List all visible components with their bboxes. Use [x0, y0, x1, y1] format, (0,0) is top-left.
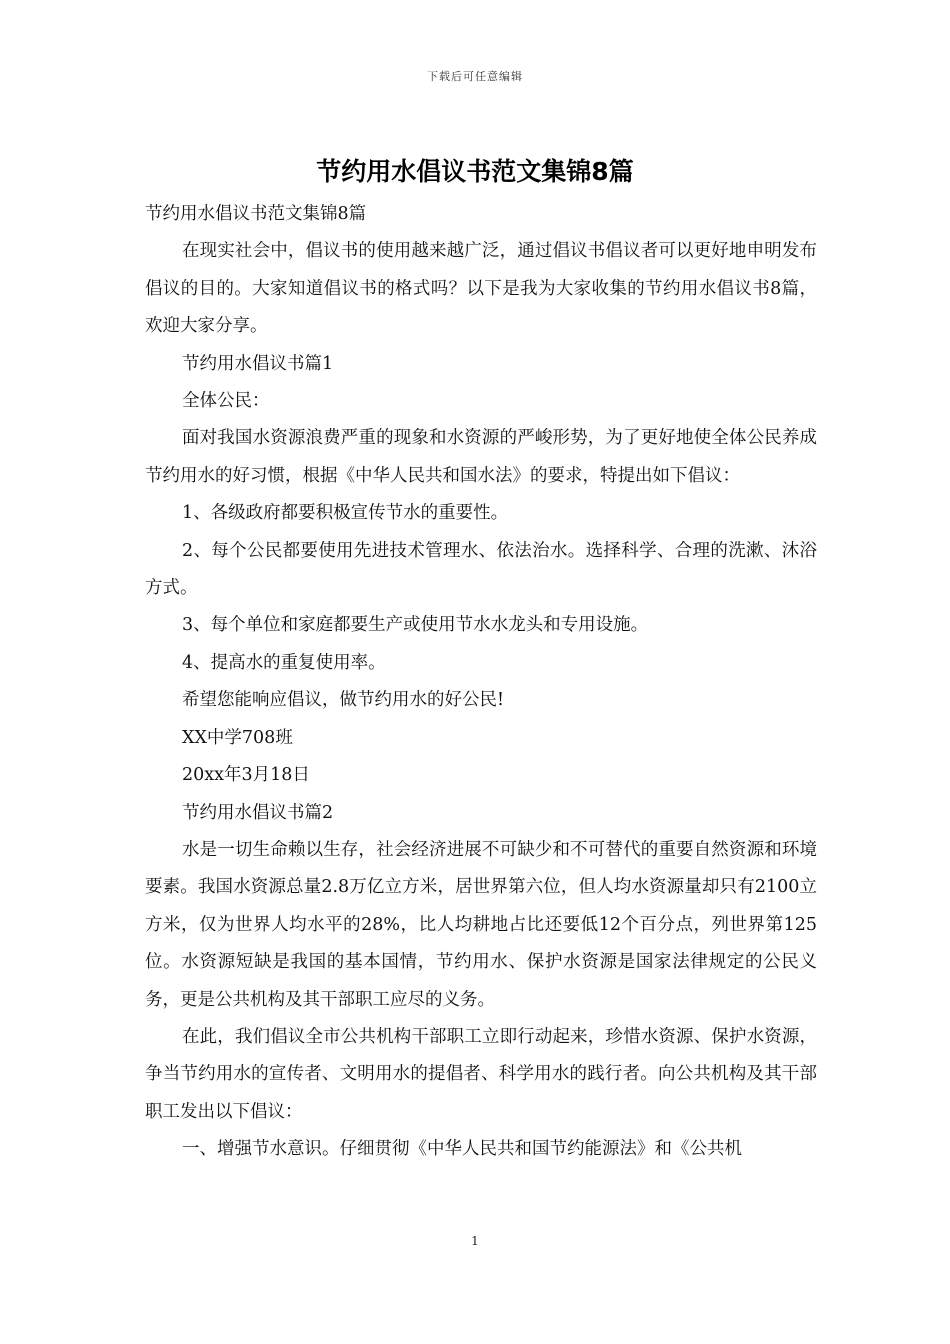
- paragraph: 全体公民：: [182, 391, 270, 412]
- paragraph: 在现实社会中，倡议书的使用越来越广泛，通过倡议书倡议者可以更好地申明发布倡议的目的。大家知道倡议书的格式吗？以下是我为大家收集的节约用水倡议书8篇，欢迎大家分享。: [145, 241, 817, 337]
- paragraph: 2、每个公民都要使用先进技术管理水、依法治水。选择科学、合理的洗漱、沐浴方式。: [145, 540, 817, 599]
- paragraph: 在此，我们倡议全市公共机构干部职工立即行动起来，珍惜水资源、保护水资源，争当节约用水的宣传者、文明用水的提倡者、科学用水的践行者。向公共机构及其干部职工发出以下倡议：: [145, 1026, 817, 1122]
- paragraph: 3、每个单位和家庭都要生产或使用节水水龙头和专用设施。: [182, 615, 649, 636]
- document-body: [145, 196, 817, 1169]
- paragraph: 水是一切生命赖以生存，社会经济进展不可缺少和不可替代的重要自然资源和环境要素。我国水资源总量2.8万亿立方米，居世界第六位，但人均水资源量却只有2100立方米，仅为世界人均水平的28%，比人均耕地占比还要低12个百分点，列世界第125位。水资源短缺是我国的基本国情，节约用水、保护水资源是国家法律规定的公民义务，更是公共机构及其干部职工应尽的义务。: [145, 839, 817, 1010]
- paragraph: 4、提高水的重复使用率。: [182, 652, 386, 673]
- paragraph: 节约用水倡议书篇1: [182, 353, 334, 374]
- paragraph: 希望您能响应倡议，做节约用水的好公民!: [182, 690, 505, 711]
- paragraph: 节约用水倡议书篇2: [182, 802, 334, 823]
- paragraph: 一、增强节水意识。仔细贯彻《中华人民共和国节约能源法》和《公共机: [182, 1139, 742, 1160]
- paragraph: XX中学708班: [182, 727, 293, 748]
- paragraph: 节约用水倡议书范文集锦8篇: [145, 204, 367, 224]
- paragraph: 1、各级政府都要积极宣传节水的重要性。: [182, 503, 509, 524]
- page-number: 1: [471, 1234, 479, 1248]
- paragraph: 面对我国水资源浪费严重的现象和水资源的严峻形势，为了更好地使全体公民养成节约用水的好习惯，根据《中华人民共和国水法》的要求，特提出如下倡议：: [145, 428, 817, 486]
- paragraph: 20xx年3月18日: [182, 765, 310, 786]
- document-title: 节约用水倡议书范文集锦8篇: [316, 157, 634, 186]
- header-note: 下载后可任意编辑: [427, 70, 523, 83]
